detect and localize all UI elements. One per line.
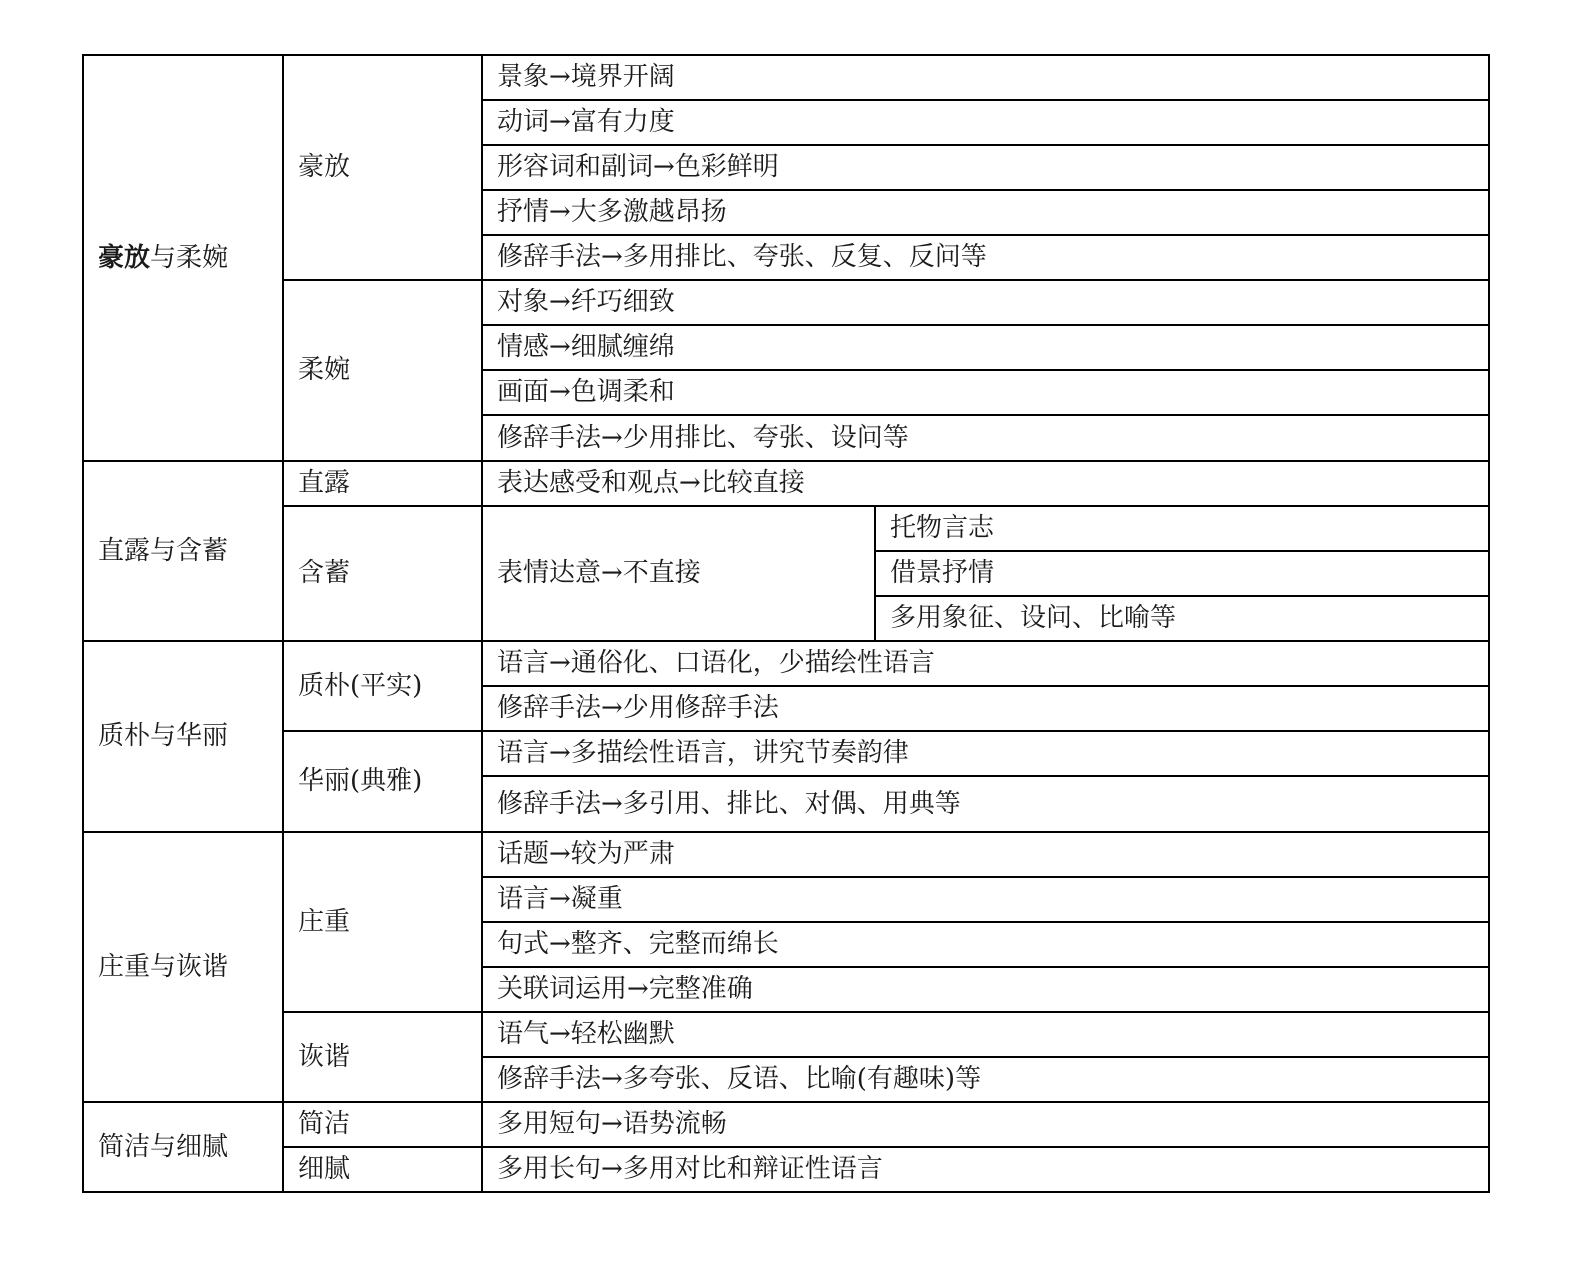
implicit-detail-cell: 托物言志 [875,506,1489,551]
table-row [83,1012,1489,1057]
group-label-solemn-humorous: 庄重与诙谐 [83,832,283,1102]
group-label-rest: 与柔婉 [150,242,229,273]
table-row [83,832,1489,877]
detail-cell: 句式→整齐、完整而绵长 [482,922,1489,967]
sub-label-solemn: 庄重 [283,832,482,1012]
language-style-table [82,54,1490,1193]
detail-cell: 多用长句→多用对比和辩证性语言 [482,1147,1489,1192]
table-row [83,1147,1489,1192]
sub-label-humorous: 诙谐 [283,1012,482,1102]
detail-cell: 修辞手法→多引用、排比、对偶、用典等 [482,776,1489,832]
detail-cell: 关联词运用→完整准确 [482,967,1489,1012]
detail-cell: 表达感受和观点→比较直接 [482,461,1489,506]
detail-cell: 话题→较为严肃 [482,832,1489,877]
detail-cell: 语气→轻松幽默 [482,1012,1489,1057]
detail-cell: 语言→多描绘性语言，讲究节奏韵律 [482,731,1489,776]
sub-label-delicate: 细腻 [283,1147,482,1192]
detail-cell: 抒情→大多激越昂扬 [482,190,1489,235]
implicit-main-cell: 表情达意→不直接 [482,506,875,641]
table-row [83,731,1489,776]
detail-cell: 语言→通俗化、口语化，少描绘性语言 [482,641,1489,686]
group-label-direct-implicit: 直露与含蓄 [83,461,283,641]
detail-cell: 景象→境界开阔 [482,55,1489,100]
implicit-detail-cell: 借景抒情 [875,551,1489,596]
sub-label-gentle: 柔婉 [283,280,482,461]
sub-label-direct: 直露 [283,461,482,506]
detail-cell: 修辞手法→多用排比、夸张、反复、反问等 [482,235,1489,280]
sub-label-bold: 豪放 [283,55,482,280]
detail-cell: 情感→细腻缠绵 [482,325,1489,370]
table-row [83,461,1489,506]
detail-cell: 动词→富有力度 [482,100,1489,145]
table-row [83,1102,1489,1147]
table-row [83,280,1489,325]
group-label-bold-gentle [83,55,283,461]
detail-cell: 画面→色调柔和 [482,370,1489,415]
detail-cell: 多用短句→语势流畅 [482,1102,1489,1147]
implicit-detail-cell: 多用象征、设问、比喻等 [875,596,1489,641]
sub-label-ornate: 华丽(典雅) [283,731,482,832]
language-style-table-sheet [82,54,1488,1200]
detail-cell: 语言→凝重 [482,877,1489,922]
group-label-concise-delicate: 简洁与细腻 [83,1102,283,1192]
sub-label-concise: 简洁 [283,1102,482,1147]
table-row [83,55,1489,100]
detail-cell: 修辞手法→少用排比、夸张、设问等 [482,415,1489,461]
detail-cell: 对象→纤巧细致 [482,280,1489,325]
detail-cell: 修辞手法→多夸张、反语、比喻(有趣味)等 [482,1057,1489,1102]
group-label-plain-ornate: 质朴与华丽 [83,641,283,832]
sub-label-implicit: 含蓄 [283,506,482,641]
detail-cell: 修辞手法→少用修辞手法 [482,686,1489,731]
sub-label-plain: 质朴(平实) [283,641,482,731]
detail-cell: 形容词和副词→色彩鲜明 [482,145,1489,190]
group-label-bold-part: 豪放 [98,242,151,273]
table-row [83,506,1489,551]
table-row [83,641,1489,686]
